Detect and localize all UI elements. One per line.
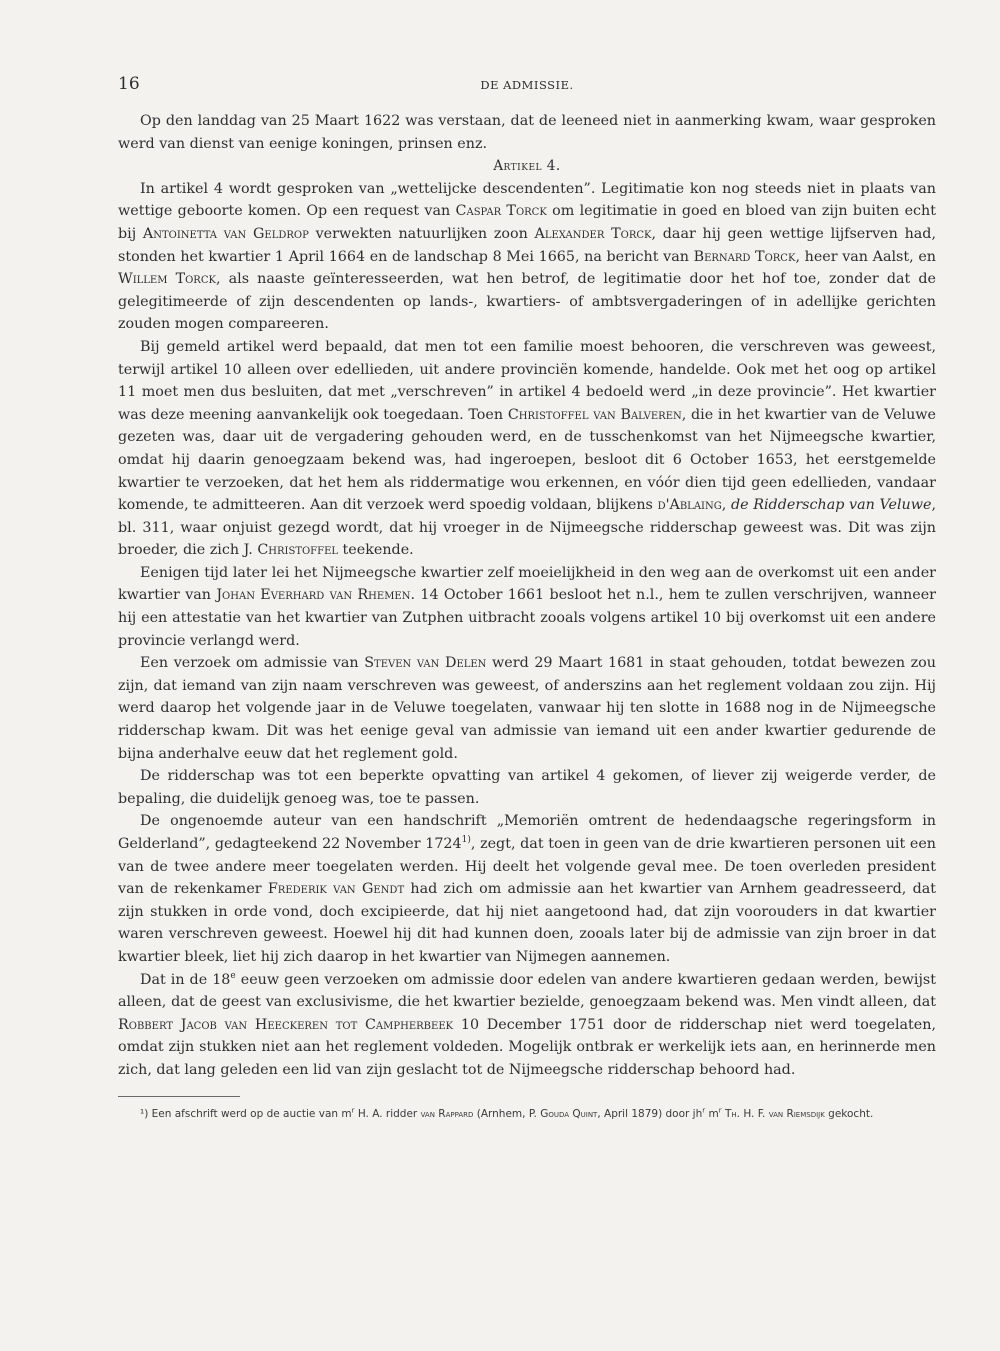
paragraph-1: Op den landdag van 25 Maart 1622 was verstaan, dat de leeneed niet in aanmerking kwam, waar gesproken werd van dienst van eenige koningen, prinsen enz.	[118, 113, 936, 152]
footnote-marker: ¹)	[140, 1108, 149, 1121]
paragraph-8: Dat in de 18e eeuw geen verzoeken om admissie door edelen van andere kwartieren gedaan werden, bewijst alleen, dat de geest van exclusivisme, die het kwartier bezielde, genoegzaam bekend was. Men vindt alleen, dat Robbert Jacob van Heeckeren tot Campherbeek 10 December 1751 door de ridderschap niet werd toegelaten, omdat zijn stukken niet aan het reglement voldeden. Mogelijk ontbrak er werkelijk iets aan, en herinnerde men zich, dat lang geleden een lid van zijn geslacht tot de Nijmeegsche ridderschap behoord had.	[118, 970, 936, 1078]
footnote: ¹) Een afschrift werd op de auctie van $m^r$ H. A. ridder van Rappard (Arnhem, P. Gouda Quint, April 1879) door $jh^r$ $m^r$ Th. H. F. van Riemsdijk gekocht.	[140, 1106, 874, 1121]
page-header	[118, 70, 936, 94]
book-title: de Ridderschap van Veluwe	[730, 497, 932, 514]
running-head: DE ADMISSIE.	[480, 78, 574, 92]
section-heading: Artikel 4.	[493, 158, 561, 175]
paragraph-3: Bij gemeld artikel werd bepaald, dat men tot een familie moest behooren, die verschreven was geweest, terwijl artikel 10 alleen over edellieden, uit andere provinciën komende, handelde. Ook met het oog op artikel 11 moet men dus besluiten, dat met „verschreven” in artikel 4 bedoeld werd „in deze provincie”. Het kwartier was deze meening aanvankelijk ook toegedaan. Toen Christoffel van Balveren, die in het kwartier van de Veluwe gezeten was, daar uit de vergadering gehouden werd, en de tusschenkomst van het Nijmeegsche kwartier, omdat hij daarin genoegzaam bekend was, had ingeroepen, besloot dit 6 October 1653, het eerstgemelde kwartier te verzoeken, dat het hem als riddermatige wou erkennen, en vóór dien tijd geen edellieden, vandaar komende, te admitteeren. Aan dit verzoek werd spoedig voldaan, blijkens d'Ablaing, de Ridderschap van Veluwe, bl. 311, waar onjuist gezegd wordt, dat hij vroeger in de Nijmeegsche ridderschap geweest was. Dit was zijn broeder, die zich J. Christoffel teekende.	[118, 338, 937, 559]
footnote-divider	[118, 1096, 240, 1097]
publisher-name: Gouda Quint	[540, 1108, 598, 1121]
person-name: Christoffel van Balveren	[507, 406, 682, 423]
page-number: 16	[118, 74, 140, 94]
person-name: Frederik van Gendt	[267, 881, 405, 898]
document-page	[118, 70, 936, 1320]
person-name: Willem Torck	[118, 271, 216, 288]
person-name: van Rappard	[420, 1108, 474, 1121]
paragraph-4: Eenigen tijd later lei het Nijmeegsche kwartier zelf moeielijkheid in den weg aan de overkomst uit een ander kwartier van Johan Everhard van Rhemen. 14 October 1661 besloot het n.l., hem te zullen verschrijven, wanneer hij een attestatie van het kwartier van Zutphen uitbracht zooals volgens artikel 10 bij overkomst uit een andere provincie verlangd werd.	[118, 564, 936, 649]
person-name: Th. H. F. van Riemsdijk	[724, 1108, 825, 1121]
person-name: Johan Everhard van Rhemen	[216, 587, 411, 604]
paragraph-6: De ridderschap was tot een beperkte opvatting van artikel 4 gekomen, of liever zij weigerde verder, de bepaling, die duidelijk genoeg was, toe te passen.	[118, 768, 936, 807]
person-name: Bernard Torck	[693, 248, 796, 265]
person-name: Christoffel	[257, 542, 339, 559]
body-text	[118, 110, 936, 1082]
paragraph-5: Een verzoek om admissie van Steven van Delen werd 29 Maart 1681 in staat gehouden, totdat bewezen zou zijn, dat iemand van zijn naam verschreven was geweest, of anderszins aan het reglement voldaan zou zijn. Hij werd daarop het volgende jaar in de Veluwe toegelaten, vanwaar hij ten slotte in 1688 nog in de Nijmeegsche ridderschap kwam. Dit was het eenige geval van admissie van iemand uit een ander kwartier gedurende de bijna anderhalve eeuw dat het reglement gold.	[118, 655, 936, 762]
person-name: Caspar Torck	[455, 203, 547, 220]
person-name: Antoinetta van Geldrop	[142, 225, 309, 242]
person-name: d'Ablaing	[657, 497, 722, 514]
ordinal-superscript: e	[230, 970, 236, 981]
paragraph-7: De ongenoemde auteur van een handschrift „Memoriën omtrent de hedendaagsche regeringsform in Gelderland”, gedagteekend 22 November 1724$^{1)}$, zegt, dat toen in geen van de drie kwartieren personen uit een van de twee andere meer toegelaten werden. Hij deelt het volgende geval mee. De toen overleden president van de rekenkamer Frederik van Gendt had zich om admissie aan het kwartier van Arnhem geadresseerd, dat zijn stukken in orde vond, doch excipieerde, dat hij niet aangetoond had, dat zijn voorouders in dat kwartier waren verschreven geweest. Hoewel hij dit had kunnen doen, zooals later bij de admissie van zijn broer in dat kwartier bleek, liet hij zich daarop in het kwartier van Nijmegen aannemen.	[118, 813, 936, 965]
person-name: Steven van Delen	[364, 655, 487, 672]
footnote-reference[interactable]: 1)	[461, 835, 471, 846]
person-name: Robbert Jacob van Heeckeren tot Campherbeek	[118, 1016, 454, 1033]
person-name: Alexander Torck	[534, 225, 652, 242]
paragraph-2: In artikel 4 wordt gesproken van „wettelijcke descendenten”. Legitimatie kon nog steeds niet in plaats van wettige geboorte komen. Op een request van Caspar Torck om legitimatie in goed en bloed van zijn buiten echt bij Antoinetta van Geldrop verwekten natuurlijken zoon Alexander Torck, daar hij geen wettige lijfserven had, stonden het kwartier 1 April 1664 en de landschap 8 Mei 1665, na bericht van Bernard Torck, heer van Aalst, en Willem Torck, als naaste geïnteresseerden, wat hen betrof, de legitimatie door het hof toe, zonder dat de gelegitimeerde of zijn descendenten op lands-, kwartiers- of ambtsvergaderingen of in adellijke gerichten zouden mogen compareeren.	[118, 180, 937, 333]
